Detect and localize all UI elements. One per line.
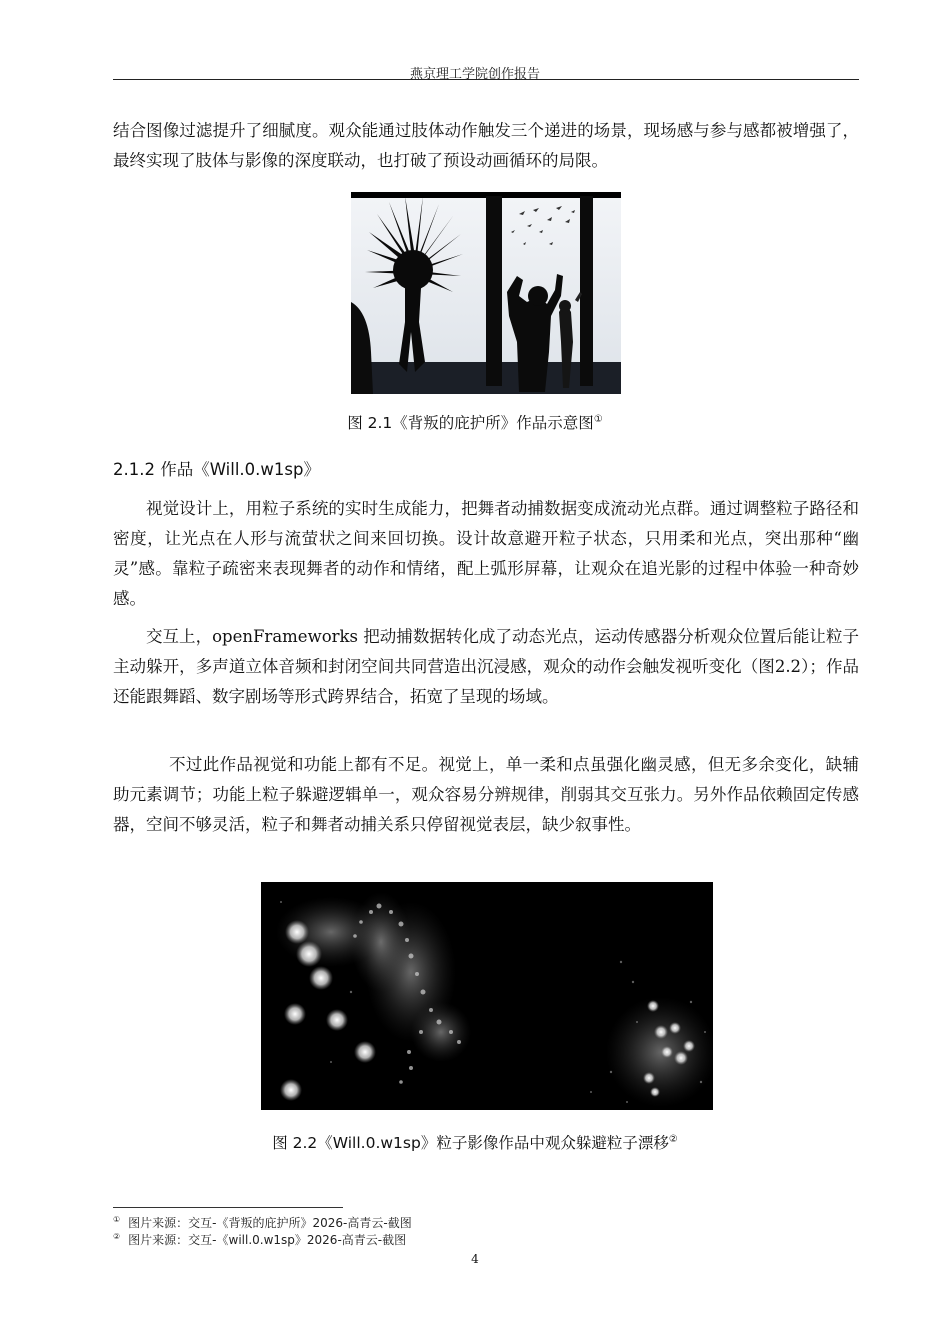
footnote-2: ② 图片来源：交互-《will.0.w1sp》2026-高青云-截图 [113,1232,407,1247]
figure-2-1-image [351,192,621,394]
footnote-1: ① 图片来源：交互-《背叛的庇护所》2026-高青云-截图 [113,1215,412,1230]
particle-dancer-illustration [261,882,713,1110]
paragraph-4: 不过此作品视觉和功能上都有不足。视觉上，单一柔和点虽强化幽灵感，但无多余变化，缺辅助元素调节；功能上粒子躲避逻辑单一，观众容易分辨规律，削弱其交互张力。另外作品依赖固定传感器，空间不够灵活，粒子和舞者动捕关系只停留视觉表层，缺少叙事性。 [113,755,859,834]
figure-2-1-caption: 图 2.1《背叛的庇护所》作品示意图① [347,413,603,432]
figure-2-2-image [261,882,713,1110]
footnote-marker: ② [668,1133,678,1145]
paragraph-3: 交互上，openFrameworks 把动捕数据转化成了动态光点，运动传感器分析观众位置后能让粒子主动躲开，多声道立体音频和封闭空间共同营造出沉浸感，观众的动作会触发视听变化（图2.2）；作品还能跟舞蹈、数字剧场等形式跨界结合，拓宽了呈现的场域。 [113,627,859,706]
footnote-rule [113,1207,343,1208]
paragraph-2: 视觉设计上，用粒子系统的实时生成能力，把舞者动捕数据变成流动光点群。通过调整粒子路径和密度，让光点在人形与流萤状之间来回切换。设计故意避开粒子状态，只用柔和光点，突出那种“幽灵”感。靠粒子疏密来表现舞者的动作和情绪，配上弧形屏幕，让观众在追光影的过程中体验一种奇妙感。 [113,499,859,608]
header-rule [113,79,859,80]
section-heading: 2.1.2 作品《Will.0.w1sp》 [113,460,320,479]
paragraph-1: 结合图像过滤提升了细腻度。观众能通过肢体动作触发三个递进的场景，现场感与参与感都被增强了，最终实现了肢体与影像的深度联动，也打破了预设动画循环的局限。 [113,121,859,170]
footnote-marker: ① [593,413,603,425]
page-number: 4 [471,1252,479,1266]
figure-2-2-caption: 图 2.2《Will.0.w1sp》粒子影像作品中观众躲避粒子漂移② [272,1133,678,1152]
shadow-silhouette-illustration [351,192,621,394]
running-header: 燕京理工学院创作报告 [409,67,540,82]
